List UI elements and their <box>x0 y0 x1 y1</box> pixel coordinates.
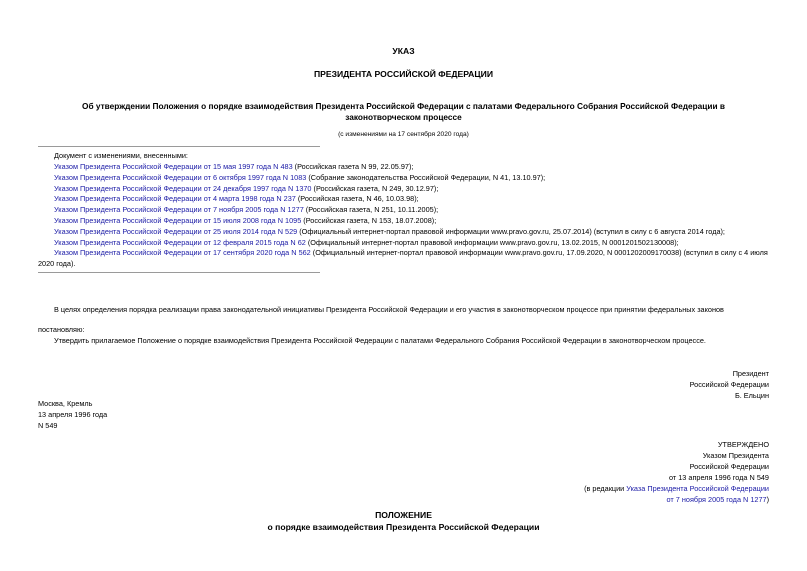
list-item <box>54 248 768 257</box>
signature-title: Президент <box>732 369 769 378</box>
top-rule <box>38 146 320 147</box>
edition-reference-line2 <box>667 495 770 504</box>
signing-date: 13 апреля 1996 года <box>38 410 108 419</box>
edition-reference <box>584 484 769 493</box>
decree-heading: УКАЗ <box>392 46 415 56</box>
edition-note: (с изменениями на 17 сентября 2020 года) <box>338 131 469 138</box>
amendment-link[interactable]: Указом Президента Российской Федерации от 7 ноября 2005 года N 1277 <box>54 205 304 215</box>
changes-intro: Документ с изменениями, внесенными: <box>54 151 188 160</box>
list-item <box>54 227 725 236</box>
list-item <box>54 162 413 171</box>
edition-suffix: ) <box>766 495 769 504</box>
amendment-link[interactable]: Указом Президента Российской Федерации от 24 декабря 1997 года N 1370 <box>54 183 312 193</box>
list-item <box>54 238 679 247</box>
amendment-link[interactable]: Указом Президента Российской Федерации от 25 июля 2014 года N 529 <box>54 226 298 236</box>
amendment-link[interactable]: Указом Президента Российской Федерации от 12 февраля 2015 года N 62 <box>54 237 306 247</box>
amendment-link[interactable]: Указом Президента Российской Федерации от 15 июля 2008 года N 1095 <box>54 216 302 225</box>
signing-place: Москва, Кремль <box>38 399 93 408</box>
purpose-paragraph: В целях определения порядка реализации права законодательной инициативы Президента Российской Федерации и его участия в законотворческом процессе при принятии федеральных законов <box>54 305 724 314</box>
amendment-source: (Российская газета, N 251, 10.11.2005); <box>303 205 439 215</box>
list-item <box>54 184 438 193</box>
regulation-subtitle: о порядке взаимодействия Президента Российской Федерации <box>267 522 540 532</box>
amendment-link[interactable]: Указом Президента Российской Федерации от 6 октября 1997 года N 1083 <box>54 172 307 182</box>
edition-link-date[interactable]: от 7 ноября 2005 года N 1277 <box>666 495 767 504</box>
amendment-source: (Российская газета, N 249, 30.12.97); <box>311 183 439 193</box>
amendment-source: (Российская газета N 99, 22.05.97); <box>292 162 414 171</box>
list-item-wrap: 2020 года). <box>38 259 76 269</box>
signature-country: Российской Федерации <box>689 380 769 389</box>
amendment-source: (Официальный интернет-портал правовой информации www.pravo.gov.ru, 13.02.2015, N 0001201502130008); <box>305 237 679 247</box>
amendment-source: (Официальный интернет-портал правовой информации www.pravo.gov.ru, 25.07.2014) (вступил в силу с 6 августа 2014 года); <box>297 226 725 236</box>
amendment-source: (Российская газета, N 46, 10.03.98); <box>295 194 419 204</box>
document-title-line2: законотворческом процессе <box>345 112 462 122</box>
bottom-rule <box>38 272 320 273</box>
amendment-source: (Собрание законодательства Российской Федерации, N 41, 13.10.97); <box>306 172 546 182</box>
decree-word: постановляю: <box>38 325 85 334</box>
list-item <box>54 194 419 203</box>
decree-number: N 549 <box>38 421 58 430</box>
amendment-source: (Официальный интернет-портал правовой информации www.pravo.gov.ru, 17.09.2020, N 0001202009170038) (вступил в силу с 4 июля <box>310 248 768 258</box>
approved-by: Указом Президента <box>702 451 769 460</box>
signature-name: Б. Ельцин <box>734 391 769 400</box>
approved-date: от 13 апреля 1996 года N 549 <box>668 473 769 482</box>
approve-paragraph: Утвердить прилагаемое Положение о порядке взаимодействия Президента Российской Федерации с палатами Федерального Собрания Российской Федерации в законотворческом процессе. <box>54 336 706 345</box>
list-item <box>54 173 545 182</box>
amendment-link[interactable]: Указом Президента Российской Федерации от 17 сентября 2020 года N 562 <box>54 248 311 258</box>
edition-link[interactable]: Указа Президента Российской Федерации <box>626 484 769 493</box>
list-item <box>54 205 438 214</box>
amendment-link[interactable]: Указом Президента Российской Федерации от 4 марта 1998 года N 237 <box>54 194 296 204</box>
edition-prefix: (в редакции <box>584 484 627 493</box>
approved-country: Российской Федерации <box>689 462 769 471</box>
amendment-link[interactable]: Указом Президента Российской Федерации от 15 мая 1997 года N 483 <box>54 162 293 171</box>
amendment-source: (Российская газета, N 153, 18.07.2008); <box>301 216 437 225</box>
list-item <box>54 216 436 225</box>
document-title-line1: Об утверждении Положения о порядке взаимодействия Президента Российской Федерации с палатами Федерального Собрания Российской Федерации в <box>82 101 725 111</box>
regulation-title: ПОЛОЖЕНИЕ <box>375 510 432 520</box>
approved-label: УТВЕРЖДЕНО <box>717 440 769 449</box>
decree-heading-president: ПРЕЗИДЕНТА РОССИЙСКОЙ ФЕДЕРАЦИИ <box>313 69 494 79</box>
